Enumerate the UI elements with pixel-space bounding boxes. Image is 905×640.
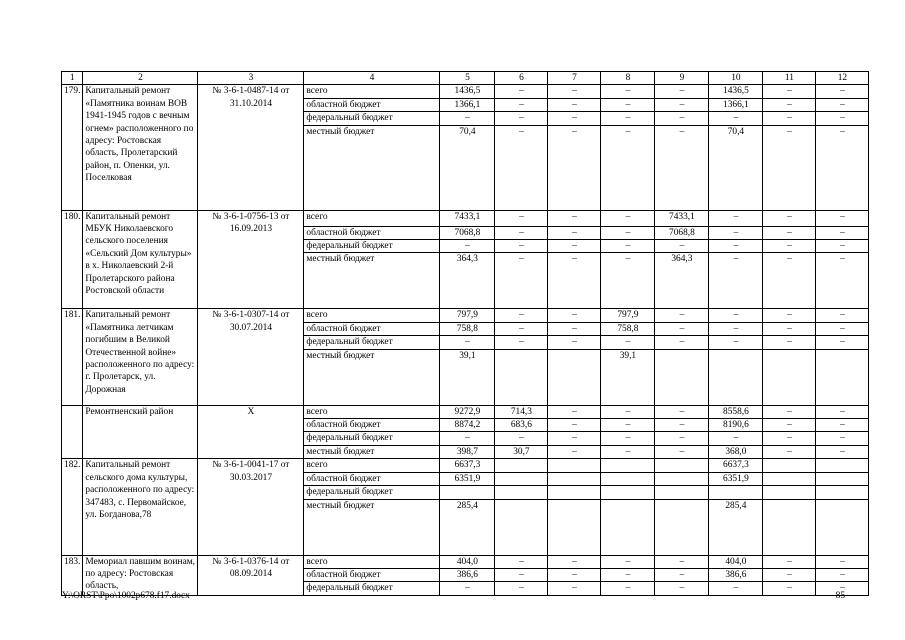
amount-cell: – [548, 336, 601, 349]
amount-cell: – [601, 568, 655, 581]
record-number: 181. [62, 309, 83, 405]
amount-cell: – [816, 582, 869, 595]
amount-cell: – [495, 98, 548, 111]
amount-cell: 6351,9 [440, 472, 495, 485]
amount-cell [709, 349, 763, 405]
funding-source: областной бюджет [304, 568, 440, 581]
amount-cell: – [816, 419, 869, 432]
amount-cell [601, 499, 655, 555]
amount-cell: – [709, 582, 763, 595]
amount-cell [601, 472, 655, 485]
amount-cell: – [440, 112, 495, 125]
amount-cell: – [495, 336, 548, 349]
amount-cell: – [655, 582, 709, 595]
record-number: 180. [62, 210, 83, 309]
amount-cell: – [816, 555, 869, 568]
amount-cell: – [548, 445, 601, 458]
amount-cell: – [495, 240, 548, 253]
amount-cell: – [548, 240, 601, 253]
registration-number: № 3-6-1-0307-14 от 30.07.2014 [198, 309, 304, 405]
column-number: 12 [816, 72, 869, 85]
amount-cell: – [495, 226, 548, 239]
funding-source: всего [304, 309, 440, 322]
registration-number: № 3-6-1-0487-14 от 31.10.2014 [198, 85, 304, 210]
table-row [62, 459, 869, 472]
amount-cell: – [763, 85, 816, 98]
amount-cell: – [548, 582, 601, 595]
object-name: Капитальный ремонт МБУК Николаевского сельского поселения «Сельский Дом культуры» в х. Николаевский 2-й Пролетарского района Ростовской области [83, 210, 198, 309]
amount-cell: 758,8 [440, 322, 495, 335]
amount-cell: – [601, 226, 655, 239]
funding-source: федеральный бюджет [304, 582, 440, 595]
amount-cell [548, 459, 601, 472]
amount-cell: 386,6 [440, 568, 495, 581]
amount-cell: – [440, 240, 495, 253]
amount-cell [548, 499, 601, 555]
amount-cell: – [655, 568, 709, 581]
amount-cell: – [601, 405, 655, 418]
amount-cell [763, 486, 816, 499]
funding-source: областной бюджет [304, 419, 440, 432]
amount-cell: 70,4 [709, 125, 763, 210]
amount-cell: – [763, 432, 816, 445]
amount-cell: 404,0 [709, 555, 763, 568]
amount-cell: 7433,1 [440, 210, 495, 226]
object-name: Капитальный ремонт «Памятника летчикам погибшим в Великой Отечественной войне» расположенного по адресу: г. Пролетарск, ул. Дорожная [83, 309, 198, 405]
amount-cell: – [816, 432, 869, 445]
amount-cell: – [709, 226, 763, 239]
amount-cell: – [763, 336, 816, 349]
amount-cell: 364,3 [655, 253, 709, 309]
amount-cell: – [816, 226, 869, 239]
column-number: 8 [601, 72, 655, 85]
record-number: 179. [62, 85, 83, 210]
amount-cell: – [601, 98, 655, 111]
amount-cell: 8558,6 [709, 405, 763, 418]
amount-cell: 404,0 [440, 555, 495, 568]
amount-cell: – [601, 419, 655, 432]
column-number: 2 [83, 72, 198, 85]
amount-cell: – [601, 85, 655, 98]
amount-cell: – [655, 240, 709, 253]
amount-cell: 30,7 [495, 445, 548, 458]
funding-source: всего [304, 555, 440, 568]
amount-cell: – [548, 112, 601, 125]
amount-cell [495, 486, 548, 499]
table-row [62, 405, 869, 418]
column-number: 10 [709, 72, 763, 85]
page-number: 85 [835, 591, 845, 601]
amount-cell [763, 472, 816, 485]
amount-cell: – [655, 432, 709, 445]
object-name: Капитальный ремонт сельского дома культуры, расположенного по адресу: 347483, с. Первомайское, ул. Богданова,78 [83, 459, 198, 555]
amount-cell: – [816, 85, 869, 98]
amount-cell: – [548, 432, 601, 445]
amount-cell: 8874,2 [440, 419, 495, 432]
object-name: Капитальный ремонт «Памятника воинам ВОВ 1941-1945 годов с вечным огнем» расположенного по адресу: Ростовская область, Пролетарский район, п. Опенки, ул. Поселковая [83, 85, 198, 210]
table-row [62, 309, 869, 322]
amount-cell: – [548, 98, 601, 111]
funding-source: всего [304, 85, 440, 98]
registration-number: X [198, 405, 304, 459]
column-number: 11 [763, 72, 816, 85]
amount-cell [601, 459, 655, 472]
funding-source: федеральный бюджет [304, 336, 440, 349]
amount-cell: 39,1 [601, 349, 655, 405]
amount-cell: – [655, 322, 709, 335]
amount-cell [816, 472, 869, 485]
funding-source: областной бюджет [304, 226, 440, 239]
amount-cell [763, 499, 816, 555]
amount-cell: – [709, 240, 763, 253]
amount-cell: – [816, 112, 869, 125]
amount-cell: – [816, 445, 869, 458]
amount-cell [655, 472, 709, 485]
amount-cell: – [709, 253, 763, 309]
amount-cell: 364,3 [440, 253, 495, 309]
amount-cell: – [655, 405, 709, 418]
funding-source: федеральный бюджет [304, 112, 440, 125]
amount-cell: 7068,8 [655, 226, 709, 239]
amount-cell: – [816, 322, 869, 335]
amount-cell [763, 459, 816, 472]
amount-cell: 70,4 [440, 125, 495, 210]
amount-cell: – [816, 125, 869, 210]
amount-cell: – [709, 309, 763, 322]
amount-cell [816, 459, 869, 472]
amount-cell: – [548, 322, 601, 335]
amount-cell: 285,4 [440, 499, 495, 555]
amount-cell: – [763, 445, 816, 458]
record-number [62, 405, 83, 459]
amount-cell: 714,3 [495, 405, 548, 418]
amount-cell: 398,7 [440, 445, 495, 458]
amount-cell: – [601, 336, 655, 349]
amount-cell: – [548, 405, 601, 418]
funding-source: областной бюджет [304, 472, 440, 485]
amount-cell: – [440, 432, 495, 445]
amount-cell: 1366,1 [709, 98, 763, 111]
amount-cell [548, 349, 601, 405]
funding-source: федеральный бюджет [304, 432, 440, 445]
amount-cell: – [495, 210, 548, 226]
amount-cell [548, 472, 601, 485]
amount-cell: 9272,9 [440, 405, 495, 418]
amount-cell [709, 486, 763, 499]
amount-cell: 1436,5 [440, 85, 495, 98]
amount-cell [601, 486, 655, 499]
amount-cell: – [601, 210, 655, 226]
amount-cell: – [601, 112, 655, 125]
amount-cell: – [763, 226, 816, 239]
column-number: 5 [440, 72, 495, 85]
amount-cell: 1366,1 [440, 98, 495, 111]
table-row [62, 555, 869, 568]
amount-cell: – [548, 309, 601, 322]
amount-cell: 758,8 [601, 322, 655, 335]
amount-cell: 8190,6 [709, 419, 763, 432]
amount-cell: – [495, 253, 548, 309]
amount-cell: – [601, 555, 655, 568]
amount-cell: – [816, 240, 869, 253]
budget-table [61, 71, 869, 596]
funding-source: местный бюджет [304, 499, 440, 555]
amount-cell [816, 499, 869, 555]
amount-cell: 6351,9 [709, 472, 763, 485]
funding-source: местный бюджет [304, 349, 440, 405]
column-number: 9 [655, 72, 709, 85]
amount-cell: – [763, 125, 816, 210]
funding-source: областной бюджет [304, 322, 440, 335]
amount-cell: – [655, 555, 709, 568]
amount-cell: – [655, 336, 709, 349]
record-number: 183. [62, 555, 83, 595]
amount-cell [816, 349, 869, 405]
registration-number: № 3-6-1-0041-17 от 30.03.2017 [198, 459, 304, 555]
amount-cell: – [763, 568, 816, 581]
amount-cell: – [763, 210, 816, 226]
amount-cell [440, 486, 495, 499]
amount-cell: – [440, 582, 495, 595]
amount-cell: – [495, 555, 548, 568]
amount-cell: – [495, 112, 548, 125]
amount-cell: – [548, 555, 601, 568]
amount-cell: – [495, 309, 548, 322]
amount-cell: 386,6 [709, 568, 763, 581]
amount-cell [495, 472, 548, 485]
funding-source: всего [304, 405, 440, 418]
funding-source: местный бюджет [304, 253, 440, 309]
amount-cell: – [763, 322, 816, 335]
amount-cell: – [495, 582, 548, 595]
amount-cell: – [655, 445, 709, 458]
amount-cell: – [495, 125, 548, 210]
amount-cell [495, 349, 548, 405]
amount-cell: – [709, 336, 763, 349]
amount-cell: – [548, 85, 601, 98]
amount-cell: 7433,1 [655, 210, 709, 226]
amount-cell: 6637,3 [440, 459, 495, 472]
amount-cell: – [655, 85, 709, 98]
record-number: 182. [62, 459, 83, 555]
amount-cell: – [763, 555, 816, 568]
amount-cell: – [763, 253, 816, 309]
amount-cell: – [816, 253, 869, 309]
amount-cell: – [601, 240, 655, 253]
amount-cell: – [655, 98, 709, 111]
amount-cell: – [709, 432, 763, 445]
amount-cell: – [495, 432, 548, 445]
amount-cell [548, 486, 601, 499]
amount-cell: 797,9 [601, 309, 655, 322]
funding-source: всего [304, 210, 440, 226]
amount-cell: – [440, 336, 495, 349]
amount-cell: – [655, 419, 709, 432]
amount-cell: – [548, 253, 601, 309]
amount-cell [495, 459, 548, 472]
column-number: 1 [62, 72, 83, 85]
amount-cell: 7068,8 [440, 226, 495, 239]
amount-cell [816, 486, 869, 499]
amount-cell [655, 499, 709, 555]
table-row [62, 85, 869, 98]
header-row [62, 72, 869, 85]
funding-source: федеральный бюджет [304, 486, 440, 499]
amount-cell: – [763, 405, 816, 418]
amount-cell: – [601, 125, 655, 210]
amount-cell: – [816, 210, 869, 226]
amount-cell: 6637,3 [709, 459, 763, 472]
amount-cell: – [601, 582, 655, 595]
amount-cell: – [601, 432, 655, 445]
amount-cell [495, 499, 548, 555]
amount-cell: – [763, 112, 816, 125]
column-number: 4 [304, 72, 440, 85]
amount-cell: – [816, 336, 869, 349]
amount-cell: – [601, 253, 655, 309]
amount-cell: – [548, 210, 601, 226]
registration-number: № 3-6-1-0376-14 от 08.09.2014 [198, 555, 304, 595]
column-number: 7 [548, 72, 601, 85]
amount-cell: – [709, 210, 763, 226]
column-number: 6 [495, 72, 548, 85]
amount-cell: – [816, 405, 869, 418]
amount-cell: – [816, 309, 869, 322]
amount-cell: – [495, 568, 548, 581]
amount-cell [655, 486, 709, 499]
amount-cell: – [816, 98, 869, 111]
amount-cell: – [548, 226, 601, 239]
table-row [62, 210, 869, 226]
amount-cell: – [763, 240, 816, 253]
funding-source: федеральный бюджет [304, 240, 440, 253]
object-name: Ремонтненский район [83, 405, 198, 459]
amount-cell: – [495, 85, 548, 98]
amount-cell: – [763, 582, 816, 595]
amount-cell: – [548, 419, 601, 432]
funding-source: местный бюджет [304, 125, 440, 210]
amount-cell: – [655, 112, 709, 125]
funding-source: всего [304, 459, 440, 472]
amount-cell: – [495, 322, 548, 335]
amount-cell: – [763, 309, 816, 322]
amount-cell: 39,1 [440, 349, 495, 405]
amount-cell: 285,4 [709, 499, 763, 555]
registration-number: № 3-6-1-0756-13 от 16.09.2013 [198, 210, 304, 309]
amount-cell: – [763, 98, 816, 111]
funding-source: областной бюджет [304, 98, 440, 111]
amount-cell: – [709, 112, 763, 125]
amount-cell: 683,6 [495, 419, 548, 432]
funding-source: местный бюджет [304, 445, 440, 458]
object-name: Мемориал павшим воинам, по адресу: Ростовская область, [83, 555, 198, 595]
amount-cell: 797,9 [440, 309, 495, 322]
amount-cell: – [548, 125, 601, 210]
column-number: 3 [198, 72, 304, 85]
footer-file-path: Y:\ORST\Ppo\1002p678.f17.docx [62, 591, 190, 601]
amount-cell [655, 459, 709, 472]
amount-cell: – [601, 445, 655, 458]
amount-cell [763, 349, 816, 405]
amount-cell: – [763, 419, 816, 432]
amount-cell: – [655, 309, 709, 322]
amount-cell: – [655, 125, 709, 210]
amount-cell: 368,0 [709, 445, 763, 458]
amount-cell [655, 349, 709, 405]
amount-cell: – [816, 568, 869, 581]
amount-cell: – [548, 568, 601, 581]
amount-cell: – [709, 322, 763, 335]
amount-cell: 1436,5 [709, 85, 763, 98]
